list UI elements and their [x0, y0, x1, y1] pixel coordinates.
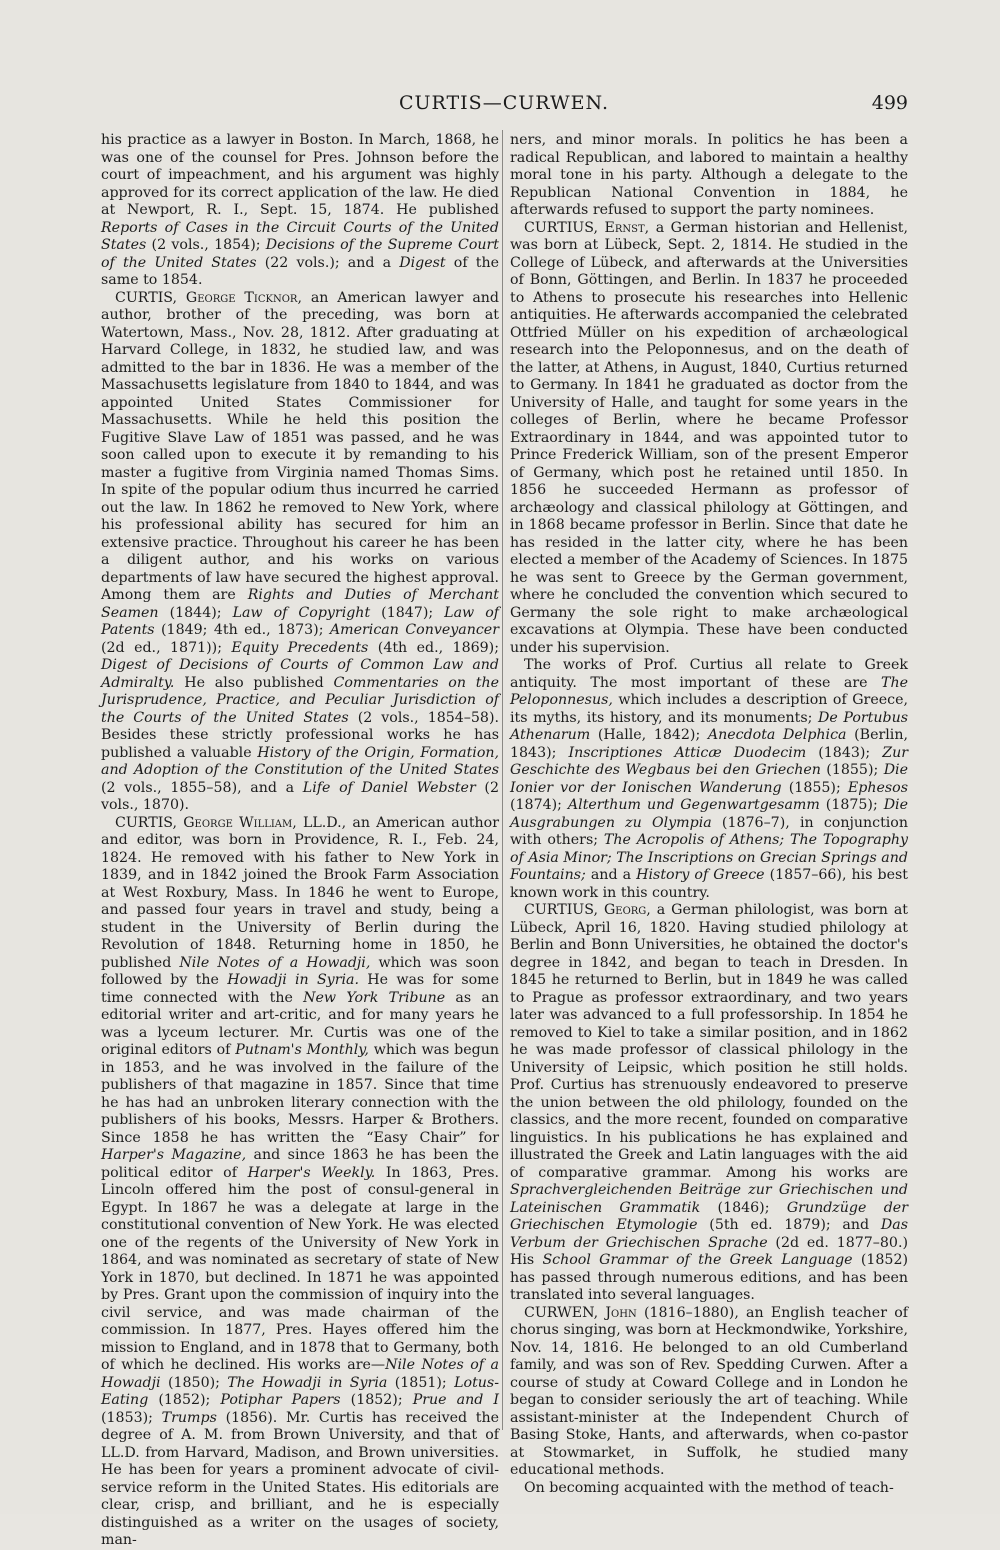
page-header: [100, 92, 908, 122]
entry-headword: CURTIS,: [115, 289, 178, 306]
paragraph-curtius-works: The works of Prof. Curtius all relate to Greek antiquity. The most important of these are The Peloponnesus, which includes a description of Greece, its myths, its history, and its monuments; De Portubus Athenarum (Halle, 1842); Anecdota Delphica (Berlin, 1843); Inscriptiones Atticæ Duodecim (1843); Zur Geschichte des Wegbaus bei den Griechen (1855); Die Ionier vor der Ionischen Wanderung (1855); Ephesos (1874); Alterthum und Gegenwartgesamm (1875); Die Ausgrabungen zu Olympia (1876–7), in conjunction with others; The Acropolis of Athens; The Topography of Asia Minor; The Inscriptions on Grecian Springs and Fountains; and a History of Greece (1857–66), his best known work in this country.: [510, 657, 909, 901]
paragraph-curtis-benjamin-continued: his practice as a lawyer in Boston. In March, 1868, he was one of the counsel for Pres. Johnson before the court of impeachment, and his argument was highly approved for its correct application of the law. He died at Newport, R. I., Sept. 15, 1874. He published Reports of Cases in the Circuit Courts of the United States (2 vols., 1854); Decisions of the Supreme Court of the United States (22 vols.); and a Digest of the same to 1854.: [101, 132, 499, 288]
paragraph-curwen-continued: On becoming acquainted with the method of teach-: [524, 1479, 894, 1496]
entry-curtis-george-ticknor: CURTIS, George Ticknor, an American lawyer and author, brother of the preceding, was born at Watertown, Mass., Nov. 28, 1812. After graduating at Harvard College, in 1832, he studied law, and was admitted to the bar in 1836. He was a member of the Massachusetts legislature from 1840 to 1844, and was appointed United States Commissioner for Massachusetts. While he held this position the Fugitive Slave Law of 1851 was passed, and he was soon called upon to execute it by remanding to his master a fugitive from Virginia named Thomas Sims. In spite of the popular odium thus incurred he carried out the law. In 1862 he removed to New York, where his professional ability has secured for him an extensive practice. Throughout his career he has been a diligent author, and his works on various departments of law have secured the highest approval. Among them are Rights and Duties of Merchant Seamen (1844); Law of Copyright (1847); Law of Patents (1849; 4th ed., 1873); American Conveyancer (2d ed., 1871)); Equity Precedents (4th ed., 1869); Digest of Decisions of Courts of Common Law and Admiralty. He also published Commentaries on the Jurisprudence, Practice, and Peculiar Jurisdiction of the Courts of the United States (2 vols., 1854–58). Besides these strictly professional works he has published a valuable History of the Origin, Formation, and Adoption of the Constitution of the United States (2 vols., 1855–58), and a Life of Daniel Webster (2 vols., 1870).: [101, 289, 500, 813]
entry-curtius-georg: CURTIUS, Georg, a German philologist, was born at Lübeck, April 16, 1820. Having studied philology at Berlin and Bonn Universities, he obtained the doctor's degree in 1842, and began to teach in Dresden. In 1845 he returned to Berlin, but in 1849 he was called to Prague as professor extraordinary, and two years later was advanced to a full professorship. In 1854 he removed to Kiel to take a similar position, and in 1862 he was made professor of classical philology in the University of Leipsic, which position he still holds. Prof. Curtius has strenuously endeavored to preserve the union between the old philology, founded on the classics, and the more recent, founded on comparative linguistics. In his publications he has explained and illustrated the Greek and Latin languages with the aid of comparative grammar. Among his works are Sprachvergleichenden Beiträge zur Griechischen und Lateinischen Grammatik (1846); Grundzüge der Griechischen Etymologie (5th ed. 1879); and Das Verbum der Griechischen Sprache (2d ed. 1877–80.) His School Grammar of the Greek Language (1852) has passed through numerous editions, and has been translated into several languages.: [510, 902, 909, 1303]
entry-curtis-george-william: CURTIS, George William, LL.D., an American author and editor, was born in Providence, R. I., Feb. 24, 1824. He removed with his father to New York in 1839, and in 1842 joined the Brook Farm Association at West Roxbury, Mass. In 1846 he went to Europe, and passed four years in travel and study, being a student in the University of Berlin during the Revolution of 1848. Returning home in 1850, he published Nile Notes of a Howadji, which was soon followed by the Howadji in Syria. He was for some time connected with the New York Tribune as an editorial writer and art-critic, and for many years he was a lyceum lecturer. Mr. Curtis was one of the original editors of Putnam's Monthly, which was begun in 1853, and he was involved in the failure of the publishers of that magazine in 1857. Since that time he has had an unbroken literary connection with the publishers of his books, Messrs. Harper & Brothers. Since 1858 he has written the “Easy Chair” for Harper's Magazine, and since 1863 he has been the political editor of Harper's Weekly. In 1863, Pres. Lincoln offered him the post of consul-general in Egypt. In 1867 he was a delegate at large in the constitutional convention of New York. He was elected one of the regents of the University of New York in 1864, and was nominated as secretary of state of New York in 1870, but declined. In 1871 he was appointed by Pres. Grant upon the commission of inquiry into the civil service, and was made chairman of the commission. In 1877, Pres. Hayes offered him the mission to England, and in 1878 that to Germany, both of which he declined. His works are—Nile Notes of a Howadji (1850); The Howadji in Syria (1851); Lotus-Eating (1852); Potiphar Papers (1852); Prue and I (1853); Trumps (1856). Mr. Curtis has received the degree of A. M. from Brown University, and that of LL.D. from Harvard, Madison, and Brown universities. He has been for years a prominent advocate of civil-service reform in the United States. His editorials are clear, crisp, and brilliant, and he is especially distinguished as a writer on the usages of society, man-: [101, 814, 500, 1548]
left-column: [101, 132, 499, 1550]
entry-headword: CURWEN,: [524, 1304, 599, 1321]
entry-headword: CURTIUS,: [524, 902, 598, 918]
column-divider: [502, 130, 503, 1430]
entry-headword: CURTIUS,: [524, 219, 598, 236]
entry-curtius-ernst: CURTIUS, Ernst, a German historian and Hellenist, was born at Lübeck, Sept. 2, 1814. He studied in the College of Lübeck, and afterwards at the Universities of Bonn, Göttingen, and Berlin. In 1837 he proceeded to Athens to prosecute his researches into Hellenic antiquities. He afterwards accompanied the celebrated Ottfried Müller on his expedition of archæological research into the Peloponnesus, and on the death of the latter, at Athens, in August, 1840, Curtius returned to Germany. In 1841 he graduated as doctor from the University of Halle, and taught for some years in the colleges of Berlin, where he became Professor Extraordinary in 1844, and was appointed tutor to Prince Frederick William, son of the present Emperor of Germany, which post he retained until 1850. In 1856 he succeeded Hermann as professor of archæology and classical philology at Göttingen, and in 1868 became professor in Berlin. Since that date he has resided in the latter city, where he has been elected a member of the Academy of Sciences. In 1875 he was sent to Greece by the German government, where he concluded the convention which secured to Germany the sole right to make archæological excavations at Olympia. These have been conducted under his supervision.: [510, 219, 908, 656]
paragraph-curtis-william-continued: ners, and minor morals. In politics he has been a radical Republican, and labored to maintain a healthy moral tone in his party. Although a delegate to the Republican National Convention in 1884, he afterwards refused to support the party nominees.: [510, 132, 908, 218]
page-number: 499: [871, 92, 908, 114]
running-head: CURTIS—CURWEN.: [398, 92, 609, 114]
right-column: [510, 132, 908, 1497]
entry-curwen-john: CURWEN, John (1816–1880), an English teacher of chorus singing, was born at Heckmondwike, Yorkshire, Nov. 14, 1816. He belonged to an old Cumberland family, and was son of Rev. Spedding Curwen. After a course of study at Coward College and in London he began to consider seriously the art of teaching. While assistant-minister at the Independent Church of Basing Stoke, Hants, and afterwards, when co-pastor at Stowmarket, in Suffolk, he studied many educational methods.: [510, 1304, 908, 1478]
entry-headword: CURTIS,: [115, 814, 178, 831]
